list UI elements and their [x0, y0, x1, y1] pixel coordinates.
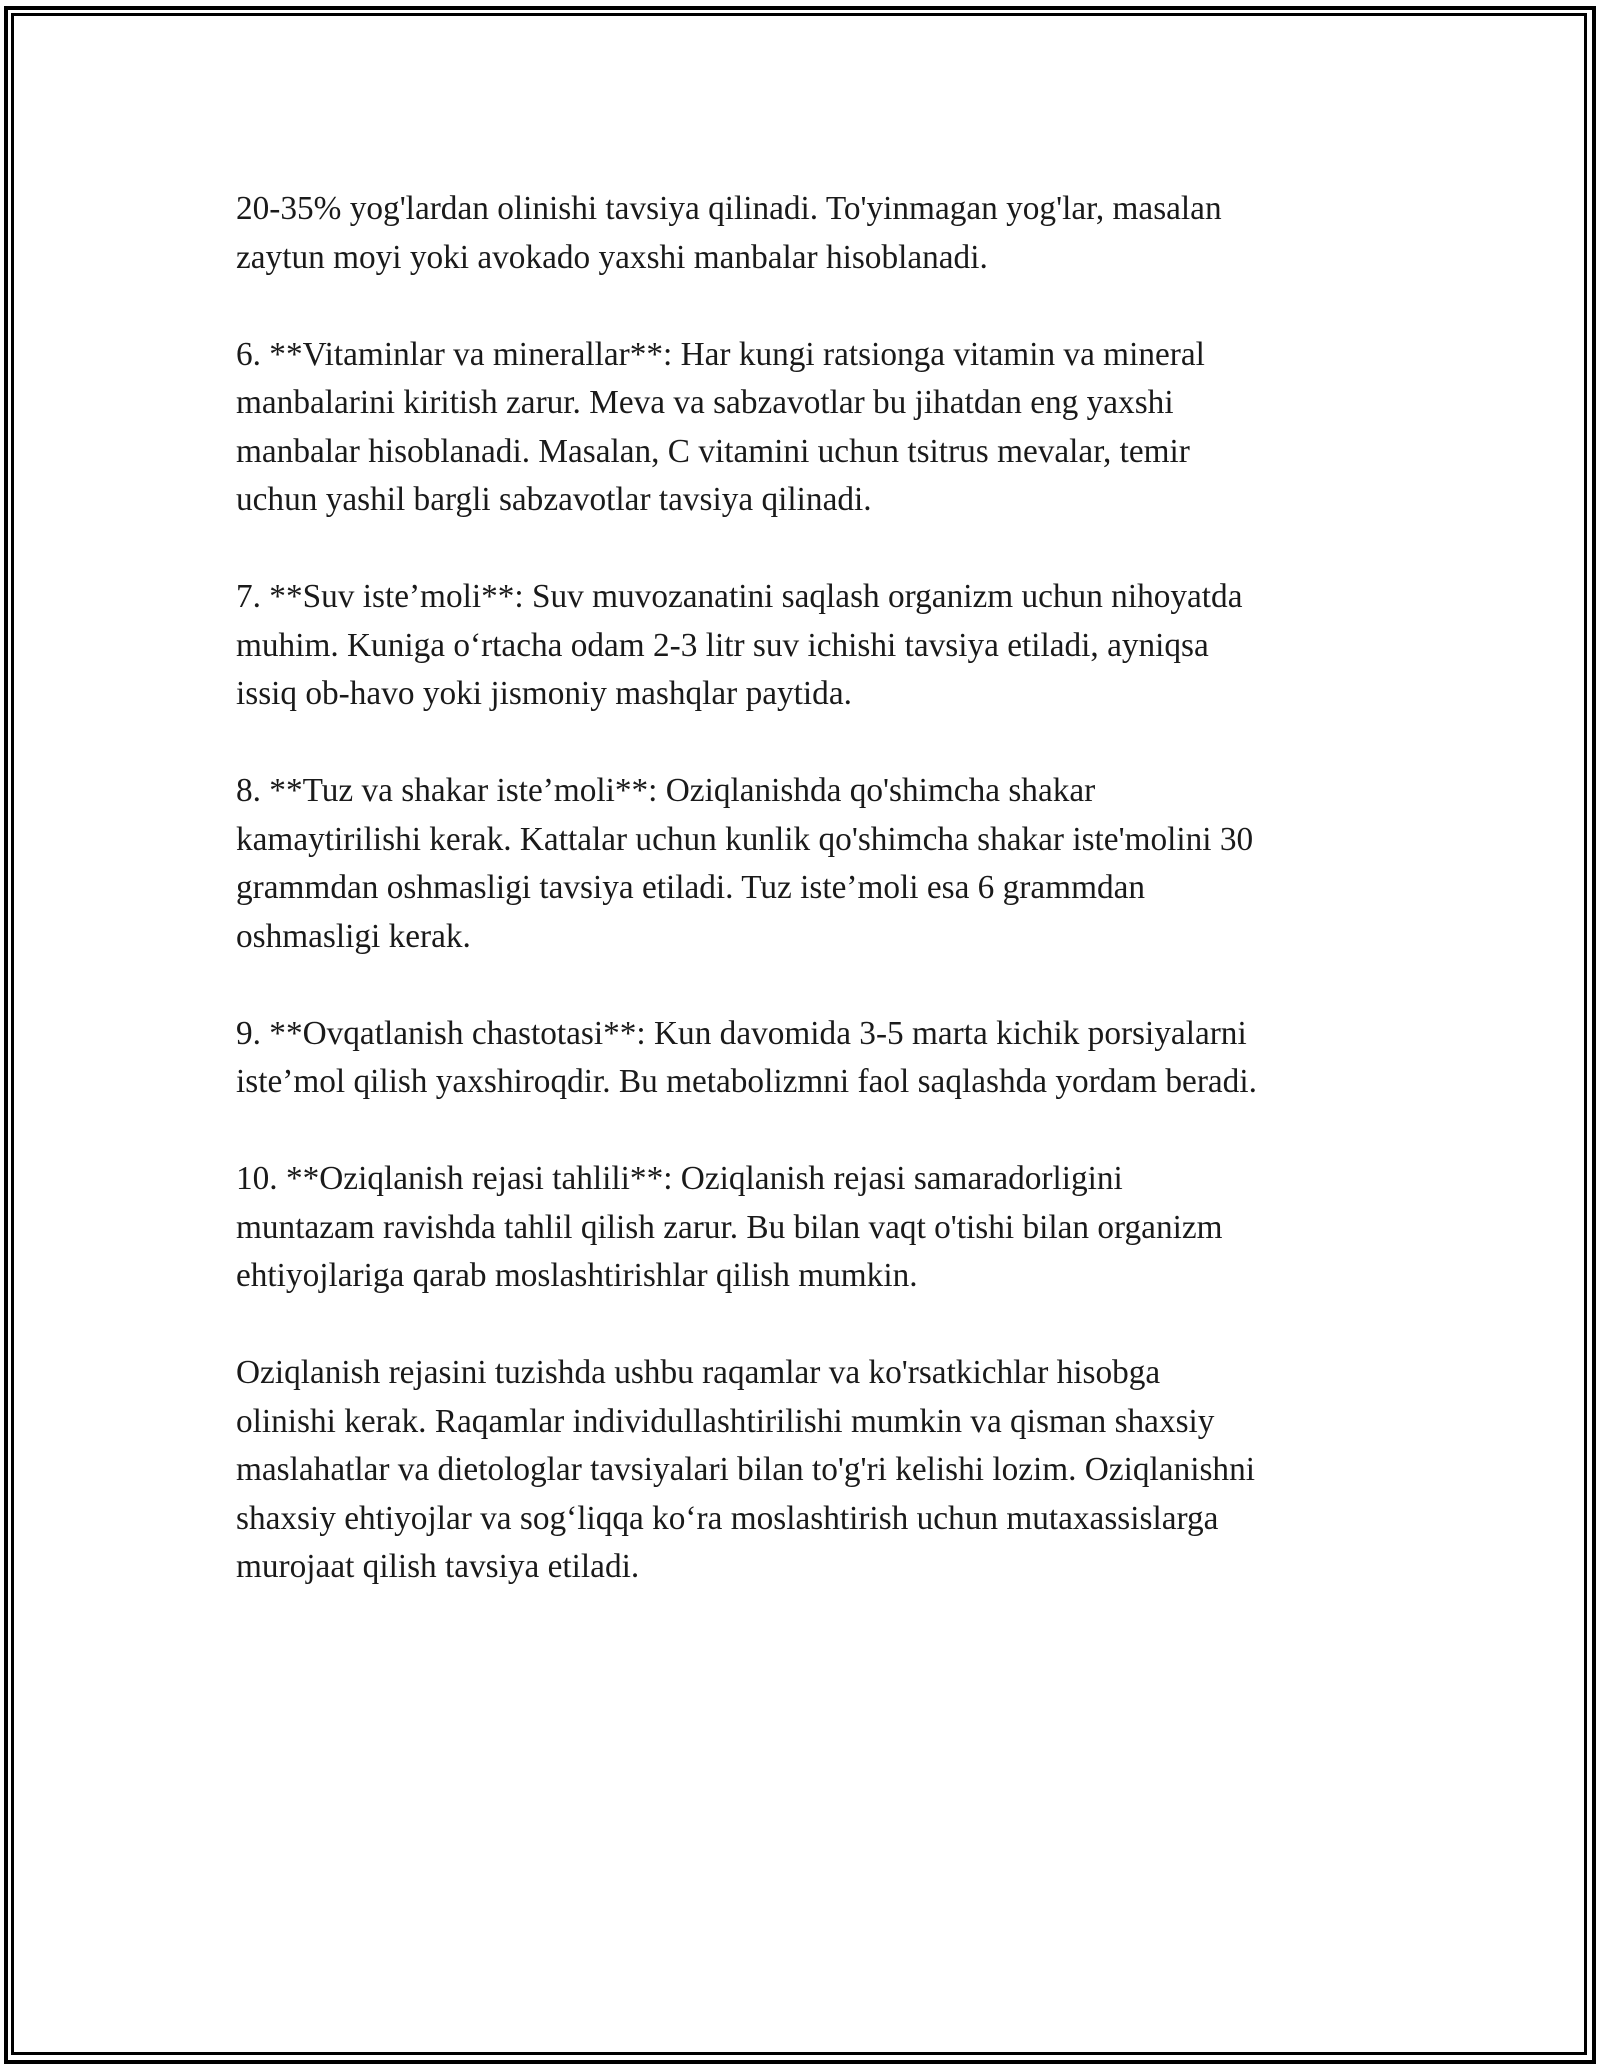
text-line: 6. **Vitaminlar va minerallar**: Har kungi ratsionga vitamin va mineral [236, 335, 1205, 373]
paragraph-water-intake [236, 573, 1366, 719]
text-line: murojaat qilish tavsiya etiladi. [236, 1548, 640, 1585]
text-line: ehtiyojlariga qarab moslashtirishlar qilish mumkin. [236, 1257, 918, 1294]
text-line: zaytun moyi yoki avokado yaxshi manbalar hisoblanadi. [236, 238, 988, 276]
text-line: uchun yashil bargli sabzavotlar tavsiya qilinadi. [236, 481, 872, 518]
paragraph-meal-frequency [236, 1010, 1366, 1107]
text-line: iste’mol qilish yaxshiroqdir. Bu metabolizmni faol saqlashda yordam beradi. [236, 1063, 1257, 1100]
text-line: maslahatlar va dietologlar tavsiyalari bilan to'g'ri kelishi lozim. Oziqlanishni [236, 1451, 1255, 1488]
text-line: manbalarini kiritish zarur. Meva va sabzavotlar bu jihatdan eng yaxshi [236, 384, 1174, 421]
text-line: grammdan oshmasligi tavsiya etiladi. Tuz iste’moli esa 6 grammdan [236, 869, 1146, 906]
document-body [236, 185, 1366, 1640]
text-line: 10. **Oziqlanish rejasi tahlili**: Oziqlanish rejasi samaradorligini [236, 1160, 1123, 1197]
text-line: muntazam ravishda tahlil qilish zarur. Bu bilan vaqt o'tishi bilan organizm [236, 1208, 1223, 1246]
paragraph-fats-continuation [236, 185, 1366, 282]
text-line: muhim. Kuniga o‘rtacha odam 2-3 litr suv ichishi tavsiya etiladi, ayniqsa [236, 626, 1209, 664]
text-line: oshmasligi kerak. [236, 917, 471, 955]
text-line: Oziqlanish rejasini tuzishda ushbu raqamlar va ko'rsatkichlar hisobga [236, 1354, 1161, 1391]
text-line: shaxsiy ehtiyojlar va sog‘liqqa ko‘ra moslashtirish uchun mutaxassislarga [236, 1499, 1219, 1537]
text-line: issiq ob-havo yoki jismoniy mashqlar paytida. [236, 675, 852, 712]
text-line: 8. **Tuz va shakar iste’moli**: Oziqlanishda qo'shimcha shakar [236, 772, 1096, 809]
paragraph-plan-analysis [236, 1155, 1366, 1301]
text-line: kamaytirilishi kerak. Kattalar uchun kunlik qo'shimcha shakar iste'molini 30 [236, 820, 1254, 858]
paragraph-conclusion [236, 1349, 1366, 1592]
text-line: 20-35% yog'lardan olinishi tavsiya qilinadi. To'yinmagan yog'lar, masalan [236, 190, 1222, 227]
text-line: manbalar hisoblanadi. Masalan, C vitamini uchun tsitrus mevalar, temir [236, 432, 1190, 470]
paragraph-salt-sugar [236, 767, 1366, 961]
text-line: 7. **Suv iste’moli**: Suv muvozanatini saqlash organizm uchun nihoyatda [236, 578, 1243, 615]
text-line: olinishi kerak. Raqamlar individullashtirilishi mumkin va qisman shaxsiy [236, 1402, 1215, 1440]
paragraph-vitamins-minerals [236, 331, 1366, 525]
text-line: 9. **Ovqatlanish chastotasi**: Kun davomida 3-5 marta kichik porsiyalarni [236, 1014, 1247, 1052]
